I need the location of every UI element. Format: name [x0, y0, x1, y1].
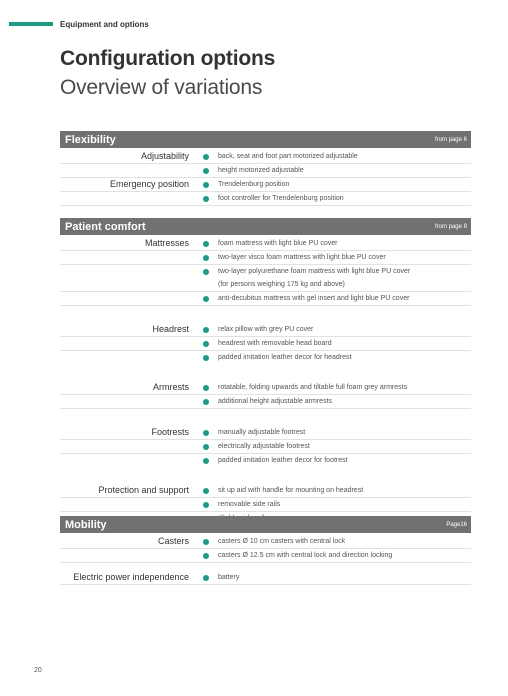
option-item-text: foot controller for Trendelenburg position [218, 195, 344, 202]
bullet-dot-icon [203, 182, 209, 188]
option-item-text: electrically adjustable footrest [218, 443, 310, 450]
option-item-text: two-layer visco foam mattress with light blue PU cover [218, 254, 386, 261]
option-row [60, 426, 471, 439]
bullet-dot-icon [203, 444, 209, 450]
option-row [60, 192, 471, 205]
page-number: 20 [34, 667, 42, 674]
option-item-text: removable side rails [218, 501, 281, 508]
option-group [60, 569, 471, 588]
option-item-text: padded imitation leather decor for footrest [218, 457, 348, 464]
option-category-label: Mattresses [144, 238, 189, 248]
option-item [203, 549, 471, 562]
option-row [60, 498, 471, 511]
option-category-label: Emergency position [109, 179, 189, 189]
option-group [60, 424, 471, 470]
option-item [203, 484, 471, 497]
option-item [203, 498, 471, 511]
header-label: Equipment and options [60, 20, 149, 29]
option-item-text: height motorized adjustable [218, 167, 304, 174]
section-page-ref: from page 6 [434, 136, 467, 143]
option-item-text: foam mattress with light blue PU cover [218, 240, 338, 247]
option-category-label: Footrests [151, 427, 189, 437]
option-item [203, 351, 471, 364]
section-header [60, 131, 471, 148]
option-item [203, 571, 471, 584]
section-title: Flexibility [65, 133, 116, 146]
bullet-dot-icon [203, 196, 209, 202]
option-item-text: rotatable, folding upwards and tiltable full foam grey armrests [218, 384, 408, 391]
header-accent-bar [9, 22, 53, 26]
option-item-text: headrest with removable head board [218, 340, 332, 347]
option-row [60, 381, 471, 394]
option-group [60, 321, 471, 367]
option-row [60, 484, 471, 497]
option-row [60, 265, 471, 278]
option-row [60, 535, 471, 548]
option-item [203, 265, 471, 278]
bullet-dot-icon [203, 255, 209, 261]
option-category-label: Armrests [153, 382, 189, 392]
option-row [60, 178, 471, 191]
bullet-dot-icon [203, 385, 209, 391]
option-item-text: casters Ø 10 cm casters with central lock [218, 538, 346, 545]
option-group [60, 235, 471, 309]
option-row [60, 571, 471, 584]
option-item-text: Trendelenburg position [218, 181, 290, 188]
option-category-label: Headrest [152, 324, 189, 334]
bullet-dot-icon [203, 241, 209, 247]
option-category-label: Protection and support [98, 485, 189, 495]
page-subtitle: Overview of variations [60, 76, 263, 99]
section-title: Mobility [65, 518, 107, 531]
section-title: Patient comfort [65, 220, 146, 233]
bullet-dot-icon [203, 553, 209, 559]
option-row [60, 251, 471, 264]
option-item-text: casters Ø 12.5 cm with central lock and direction locking [218, 552, 393, 559]
option-item [203, 395, 471, 408]
option-item [203, 164, 471, 177]
option-row [60, 292, 471, 305]
section-page-ref: Page16 [446, 521, 467, 528]
option-category-label: Casters [157, 536, 189, 546]
option-category-label: Electric power independence [73, 572, 189, 582]
option-item [203, 292, 471, 305]
option-row [60, 164, 471, 177]
option-group [60, 148, 471, 209]
option-item-text: additional height adjustable armrests [218, 398, 333, 405]
bullet-dot-icon [203, 539, 209, 545]
bullet-dot-icon [203, 355, 209, 361]
bullet-dot-icon [203, 575, 209, 581]
option-row [60, 337, 471, 350]
row-divider [60, 305, 471, 306]
option-row [60, 440, 471, 453]
section-flexibility [60, 131, 471, 209]
option-item-text: anti-decubitus mattress with gel insert and light blue PU cover [218, 295, 410, 302]
option-item-text: relax pillow with grey PU cover [218, 326, 314, 333]
option-item-text: padded imitation leather decor for headrest [218, 354, 352, 361]
option-item [203, 323, 471, 336]
option-row [60, 351, 471, 364]
bullet-dot-icon [203, 282, 209, 288]
option-row [60, 278, 471, 291]
bullet-dot-icon [203, 296, 209, 302]
option-item [203, 440, 471, 453]
option-item-text: back, seat and foot part motorized adjustable [218, 153, 358, 160]
bullet-dot-icon [203, 154, 209, 160]
option-item [203, 426, 471, 439]
option-row [60, 323, 471, 336]
option-item-text: sit up aid with handle for mounting on headrest [218, 487, 364, 494]
option-item [203, 381, 471, 394]
option-category-label: Adjustability [140, 151, 189, 161]
row-divider [60, 562, 471, 563]
row-divider [60, 584, 471, 585]
option-item-text: battery [218, 574, 240, 581]
option-item [203, 150, 471, 163]
row-divider [60, 205, 471, 206]
option-item [203, 535, 471, 548]
section-page-ref: from page 8 [434, 223, 467, 230]
option-row [60, 150, 471, 163]
option-item-text: (for persons weighing 175 kg and above) [218, 281, 345, 288]
option-group [60, 379, 471, 412]
bullet-dot-icon [203, 488, 209, 494]
option-item [203, 337, 471, 350]
bullet-dot-icon [203, 430, 209, 436]
section-mobility [60, 516, 471, 588]
option-row [60, 237, 471, 250]
bullet-dot-icon [203, 269, 209, 275]
section-patient-comfort [60, 218, 471, 528]
bullet-dot-icon [203, 341, 209, 347]
option-item [203, 251, 471, 264]
option-item [203, 192, 471, 205]
option-row [60, 395, 471, 408]
section-header [60, 218, 471, 235]
bullet-dot-icon [203, 168, 209, 174]
bullet-dot-icon [203, 502, 209, 508]
page-title: Configuration options [60, 47, 276, 70]
row-divider [60, 408, 471, 409]
section-header [60, 516, 471, 533]
option-item [203, 278, 471, 291]
option-row [60, 549, 471, 562]
bullet-dot-icon [203, 399, 209, 405]
option-row [60, 454, 471, 467]
option-item [203, 178, 471, 191]
option-item [203, 454, 471, 467]
option-item [203, 237, 471, 250]
option-item-text: two-layer polyurethane foam mattress with light blue PU cover [218, 268, 411, 275]
option-item-text: manually adjustable footrest [218, 429, 306, 436]
bullet-dot-icon [203, 327, 209, 333]
option-group [60, 533, 471, 566]
bullet-dot-icon [203, 458, 209, 464]
